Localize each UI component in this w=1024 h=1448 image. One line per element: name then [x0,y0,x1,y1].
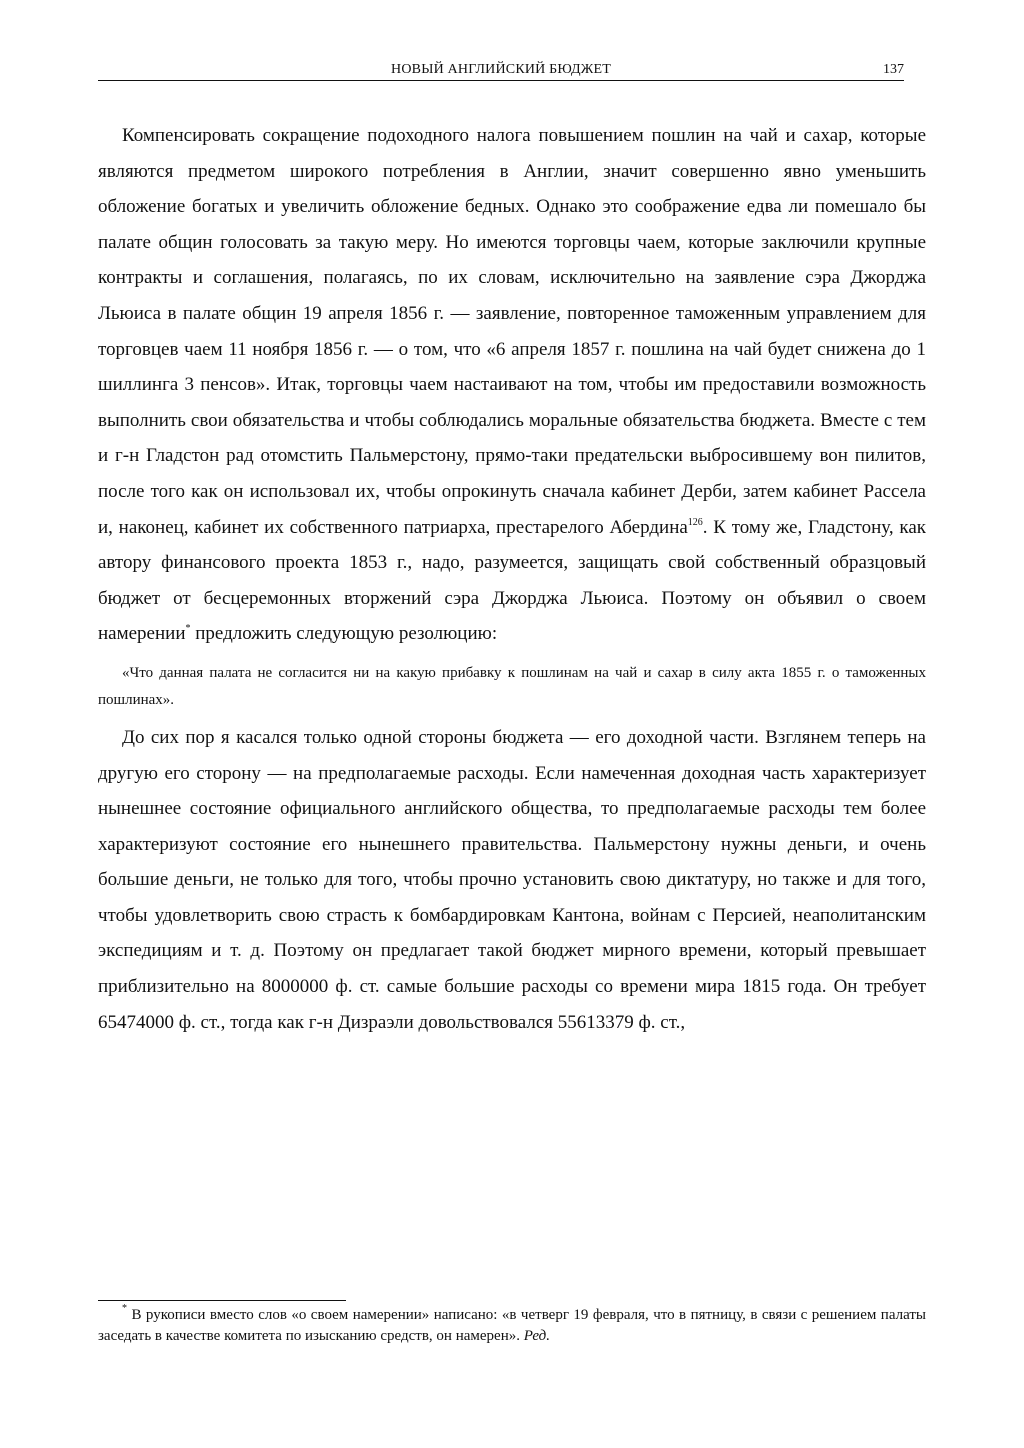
resolution-quote: «Что данная палата не согласится ни на какую прибавку к пошлинам на чай и сахар в силу акта 1855 г. о таможенных пошлинах». [98,664,926,708]
paragraph-1-part-3: предложить следующую резолюцию: [190,623,498,645]
footnote-text: В рукописи вместо слов «о своем намерении» написано: «в четверг 19 февраля, что в пятницу, в связи с решением палаты заседать в качестве комитета по изысканию средств, он намерен». [98,1307,926,1344]
footnote-divider [98,1300,346,1301]
footnote-marker: * [122,1303,127,1314]
running-header [98,62,904,81]
paragraph-1-part-1: Компенсировать сокращение подоходного налога повышением пошлин на чай и сахар, которые являются предметом широкого потребления в Англии, значит совершенно явно уменьшить обложение богатых и увеличить обложение бедных. Однако это соображение едва ли помешало бы палате общин голосовать за такую меру. Но имеются торговцы чаем, которые заключили крупные контракты и соглашения, полагаясь, по их словам, исключительно на заявление сэра Джорджа Льюиса в палате общин 19 апреля 1856 г. — заявление, повторенное таможенным управлением для торговцев чаем 11 ноября 1856 г. — о том, что «6 апреля 1857 г. пошлина на чай будет снижена до 1 шиллинга 3 пенсов». Итак, торговцы чаем настаивают на том, чтобы им предоставили возможность выполнить свои обязательства и чтобы соблюдались моральные обязательства бюджета. Вместе с тем и г-н Гладстон рад отомстить Пальмерстону, прямо-таки предательски выбросившему вон пилитов, после того как он использовал их, чтобы опрокинуть сначала кабинет Дерби, затем кабинет Рассела и, наконец, кабинет их собственного патриарха, престарелого Абердина [98,125,926,538]
main-text [98,118,926,1040]
footnote [98,1305,926,1347]
endnote-reference: 126 [687,516,703,528]
footnote-reference: * [185,623,191,635]
paragraph-2: До сих пор я касался только одной стороны бюджета — его доходной части. Взглянем теперь на другую его сторону — на предполагаемые расходы. Если намеченная доходная часть характеризует нынешнее состояние официального английского общества, то предполагаемые расходы тем более характеризуют состояние его нынешнего правительства. Пальмерстону нужны деньги, и очень большие деньги, не только для того, чтобы прочно установить свою диктатуру, но также и для того, чтобы удовлетворить свою страсть к бомбардировкам Кантона, войнам с Персией, неаполитанским экспедициям и т. д. Поэтому он предлагает такой бюджет мирного времени, который превышает приблизительно на 8000000 ф. ст. самые большие расходы со времени мира 1815 года. Он требует 65474000 ф. ст., тогда как г-н Дизраэли довольствовался 55613379 ф. ст., [98,726,926,1033]
editor-mark: Ред. [523,1328,550,1344]
page-number: 137 [883,62,904,77]
running-title: НОВЫЙ АНГЛИЙСКИЙ БЮДЖЕТ [391,62,611,77]
paragraph-1-part-2: . К тому же, Гладстону, как автору финансового проекта 1853 г., надо, разумеется, защищать свой собственный образцовый бюджет от бесцеремонных вторжений сэра Джорджа Льюиса. Поэтому он объявил о своем намерении [98,516,926,645]
paragraph-1 [98,118,926,652]
